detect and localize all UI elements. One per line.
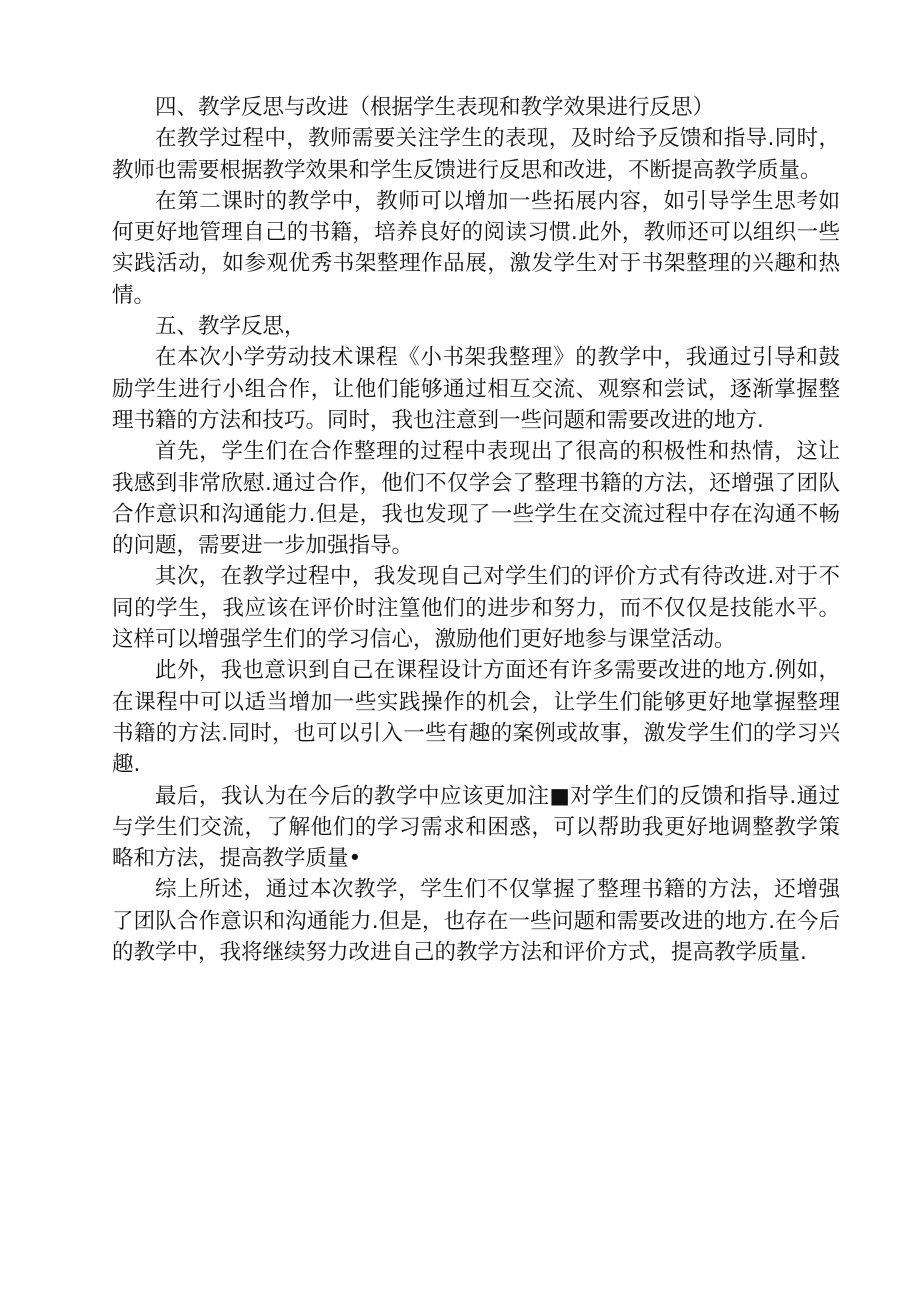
section-4-paragraph-2: 在第二课时的教学中，教师可以增加一些拓展内容，如引导学生思考如何更好地管理自己的书籍，培养良好的阅读习惯.此外，教师还可以组织一些实践活动，如参观优秀书架整理作品展，激发学生对于书架整理的兴趣和热情。 [112, 188, 840, 308]
section-5-paragraph-4: 此外，我也意识到自己在课程设计方面还有许多需要改进的地方.例如，在课程中可以适当增加一些实践操作的机会，让学生们能够更好地掌握整理书籍的方法.同时，也可以引入一些有趣的案例或故事，激发学生们的学习兴趣. [112, 658, 840, 778]
section-5-paragraph-1: 在本次小学劳动技术课程《小书架我整理》的教学中，我通过引导和鼓励学生进行小组合作，让他们能够通过相互交流、观察和尝试，逐渐掌握整理书籍的方法和技巧。同时，我也注意到一些问题和需要改进的地方. [112, 345, 840, 433]
section-4-paragraph-1: 在教学过程中，教师需要关注学生的表现，及时给予反馈和指导.同时，教师也需要根据教学效果和学生反馈进行反思和改进，不断提高教学质量。 [112, 126, 840, 183]
document-page [112, 92, 840, 968]
section-4-heading: 四、教学反思与改进（根据学生表现和教学效果进行反思） [155, 95, 715, 120]
section-5-heading: 五、教学反思， [155, 314, 306, 340]
section-5-paragraph-2: 首先，学生们在合作整理的过程中表现出了很高的积极性和热情，这让我感到非常欣慰.通过合作，他们不仅学会了整理书籍的方法，还增强了团队合作意识和沟通能力.但是，我也发现了一些学生在交流过程中存在沟通不畅的问题，需要进一步加强指导。 [112, 439, 840, 559]
section-5-paragraph-5: 最后，我认为在今后的教学中应该更加注■对学生们的反馈和指导.通过与学生们交流，了解他们的学习需求和困惑，可以帮助我更好地调整教学策略和方法，提高教学质量• [112, 783, 840, 872]
section-5-paragraph-3: 其次，在教学过程中，我发现自己对学生们的评价方式有待改进.对于不同的学生，我应该在评价时注篁他们的进步和努力，而不仅仅是技能水平。这样可以增强学生们的学习信心，激励他们更好地参与课堂活动。 [112, 564, 840, 653]
section-5-paragraph-6: 综上所述，通过本次教学，学生们不仅掌握了整理书籍的方法，还增强了团队合作意识和沟通能力.但是，也存在一些问题和需要改进的地方.在今后的教学中，我将继续努力改进自己的教学方法和评价方式，提高教学质量. [112, 877, 840, 966]
